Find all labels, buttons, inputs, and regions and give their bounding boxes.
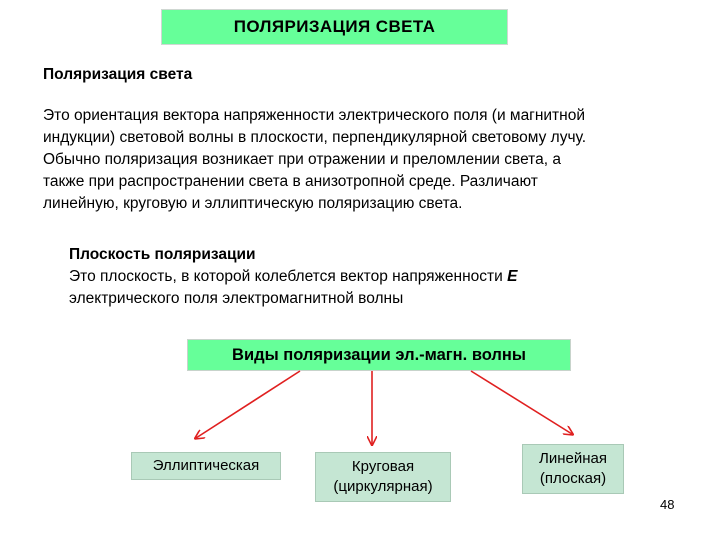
leaf-circular bbox=[315, 452, 451, 502]
arrow-to-elliptic bbox=[196, 371, 300, 438]
slide-title-text: ПОЛЯРИЗАЦИЯ СВЕТА bbox=[233, 17, 436, 36]
leaf-linear-label: Линейная bbox=[539, 450, 607, 467]
paragraph-line: также при распространении света в анизотропной среде. Различают bbox=[43, 173, 538, 190]
page-number: 48 bbox=[660, 497, 675, 512]
leaf-circular-sublabel: (циркулярная) bbox=[333, 478, 433, 495]
paragraph-line: Обычно поляризация возникает при отражении и преломлении света, а bbox=[43, 151, 561, 168]
plane-line-1-text: Это плоскость, в которой колеблется вектор напряженности bbox=[69, 268, 508, 285]
leaf-linear-sublabel: (плоская) bbox=[539, 470, 607, 487]
section-heading-plane: Плоскость поляризации bbox=[69, 246, 256, 263]
paragraph-line: линейную, круговую и эллиптическую поляризацию света. bbox=[43, 195, 463, 212]
paragraph-line: Это ориентация вектора напряженности электрического поля (и магнитной bbox=[43, 107, 585, 124]
plane-line-2: электрического поля электромагнитной волны bbox=[69, 290, 404, 307]
paragraph-line: индукции) световой волны в плоскости, перпендикулярной световому лучу. bbox=[43, 129, 587, 146]
section-heading-polarization: Поляризация света bbox=[43, 66, 193, 83]
leaf-elliptic bbox=[131, 452, 281, 480]
diagram-root-label: Виды поляризации эл.-магн. волны bbox=[232, 345, 526, 364]
leaf-linear bbox=[522, 444, 624, 494]
leaf-circular-label: Круговая bbox=[351, 458, 415, 475]
vector-symbol: Е bbox=[507, 268, 518, 285]
leaf-elliptic-label: Эллиптическая bbox=[152, 457, 260, 474]
arrow-to-linear bbox=[471, 371, 572, 434]
